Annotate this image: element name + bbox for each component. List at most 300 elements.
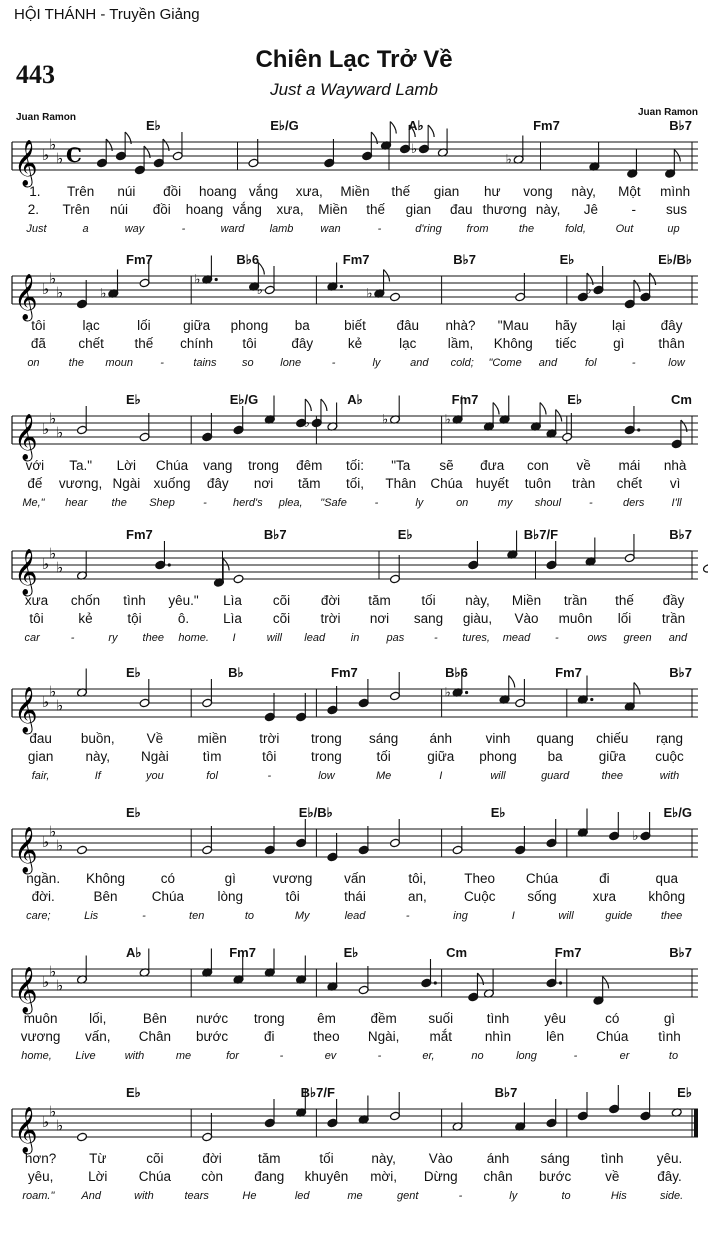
chord-symbol: Fm7 (229, 945, 256, 960)
lyric-syllable: hơn? (24, 1151, 57, 1166)
chord-symbol: B♭6 (445, 665, 468, 680)
treble-clef-icon: 𝄞 (14, 687, 38, 733)
lyric-syllable: còn (201, 1169, 223, 1184)
lyric-syllable: tôi (285, 889, 300, 904)
lyric-syllable: low (318, 770, 335, 782)
lyric-syllable: and (538, 357, 558, 369)
lyric-syllable: Lis (84, 910, 99, 922)
lyric-syllable: cõi (272, 593, 291, 608)
lyric-syllable: to (244, 910, 255, 922)
lyric-syllable: rạng (655, 731, 683, 746)
lyric-syllable: ows (587, 632, 607, 644)
lyric-syllable: - (377, 223, 382, 235)
lyric-syllable: fol (585, 357, 597, 369)
lyric-syllable: thee (601, 770, 624, 782)
lyric-syllable: xưa, (276, 202, 304, 217)
lyric-syllable: chân (483, 1169, 513, 1184)
key-flat-icon: ♭ (49, 269, 57, 288)
key-flat-icon: ♭ (42, 973, 50, 991)
lyric-syllable: thee (660, 910, 683, 922)
lyric-syllable: giữa (598, 749, 626, 764)
lyric-syllable: hoang (185, 202, 224, 217)
lyric-syllable: lầm, (447, 336, 474, 351)
lyric-syllable: Just (26, 223, 47, 235)
lyric-syllable: Trên (66, 184, 95, 199)
lyric-syllable: - (377, 1050, 382, 1062)
lyric-syllable: đồi (152, 202, 171, 217)
key-flat-icon: ♭ (42, 555, 50, 573)
book-section-header: HỘI THÁNH - Truyền Giảng (14, 6, 200, 23)
lyric-syllable: Không (86, 871, 126, 886)
lyric-syllable: thee (142, 632, 164, 644)
lyric-syllable: cõi (272, 611, 291, 626)
verse1-lyric-line (12, 184, 698, 199)
note (468, 541, 479, 570)
lyric-syllable: "Safe (320, 497, 347, 509)
lyric-syllable: sang (413, 611, 444, 626)
svg-text:♭: ♭ (382, 411, 389, 427)
lyric-syllable: xuống (153, 476, 191, 491)
lyric-syllable: đau (449, 202, 473, 217)
lyric-syllable: đầy (662, 593, 685, 608)
lyric-syllable: tình (123, 593, 146, 608)
lyric-syllable: My (294, 910, 310, 922)
lyric-syllable: fold, (565, 223, 586, 235)
lyric-syllable: xưa, (295, 184, 323, 199)
lyric-syllable: muôn (558, 611, 593, 626)
lyric-syllable: theo (313, 1029, 340, 1044)
treble-clef-icon: 𝄞 (14, 274, 38, 320)
key-flat-icon: ♭ (56, 976, 64, 995)
lyric-syllable: đềm (370, 1011, 397, 1026)
svg-text:♭: ♭ (505, 151, 512, 167)
lyric-syllable: Me (375, 770, 392, 782)
english-lyric-line (12, 910, 698, 922)
note (248, 139, 259, 168)
lyric-syllable: will (490, 770, 506, 782)
lyric-syllable: no (471, 1050, 484, 1062)
key-flat-icon: ♭ (49, 135, 57, 154)
lyric-syllable: trong (311, 731, 342, 746)
note (358, 966, 369, 995)
lyric-syllable: trời (320, 611, 341, 626)
lyric-syllable: thương (482, 202, 527, 217)
lyric-syllable: - (279, 1050, 284, 1062)
lyric-syllable: car (24, 632, 40, 644)
lyric-syllable: home. (178, 632, 209, 644)
verse1-lyric-line (12, 318, 698, 333)
lyric-syllable: thái (344, 889, 366, 904)
note (264, 693, 275, 722)
lyric-syllable: có (160, 871, 176, 886)
note (390, 819, 401, 848)
lyric-syllable: so (242, 357, 254, 369)
verse1-lyric-line (12, 458, 698, 473)
note (546, 541, 557, 570)
lyric-syllable: vong (523, 184, 553, 199)
lyric-syllable: sẽ (439, 458, 454, 473)
hymn-number: 443 (16, 60, 55, 89)
lyric-syllable: nhà (663, 458, 687, 473)
music-system (12, 665, 698, 793)
lyric-syllable: lạc (82, 318, 100, 333)
note (366, 270, 389, 301)
note (506, 136, 524, 167)
lyric-syllable: lối, (89, 1011, 107, 1026)
lyric-syllable: cõi (146, 1151, 164, 1166)
chord-symbol: E♭ (126, 805, 141, 820)
note (546, 959, 562, 988)
lyric-syllable: cold; (450, 357, 474, 369)
lyric-syllable: Ngài (141, 749, 169, 764)
lyric-syllable: care; (26, 910, 51, 922)
lyric-syllable: from (466, 223, 489, 235)
lyric-syllable: - (631, 202, 636, 217)
chord-symbol: A♭ (126, 945, 142, 960)
key-flat-icon: ♭ (56, 149, 64, 168)
lyric-syllable: thế (391, 184, 411, 199)
lyric-syllable: tình (486, 1011, 510, 1026)
note (100, 270, 118, 301)
lyric-syllable: vắng (232, 202, 262, 217)
key-flat-icon: ♭ (56, 696, 64, 715)
lyric-syllable: low (668, 357, 685, 369)
lyric-syllable: tures, (462, 632, 490, 644)
treble-clef-icon: 𝄞 (14, 414, 38, 460)
lyric-syllable: tăm (368, 593, 391, 608)
chord-symbol: Fm7 (555, 665, 582, 680)
lyric-syllable: mead (502, 632, 531, 644)
lyric-syllable: with (124, 1050, 145, 1062)
chord-row (126, 252, 692, 268)
lyric-syllable: phong (230, 318, 269, 333)
lyric-syllable: đi (264, 1029, 275, 1044)
lyric-syllable: way (124, 223, 145, 235)
english-lyric-line (12, 1190, 698, 1202)
key-flat-icon: ♭ (42, 693, 50, 711)
lyric-syllable: yêu. (656, 1151, 683, 1166)
lyric-syllable: Chúa (151, 889, 185, 904)
lyric-syllable: Cuộc (463, 889, 496, 904)
lyric-syllable: er (619, 1050, 630, 1062)
note (77, 280, 88, 309)
lyric-syllable: shoul (534, 497, 562, 509)
lyric-syllable: chết (616, 476, 643, 491)
note (213, 559, 229, 588)
lyric-syllable: biết (344, 318, 366, 333)
lyric-syllable: này, (571, 184, 596, 199)
lyric-syllable: guide (605, 910, 633, 922)
lyric-syllable: bước (539, 1169, 572, 1184)
note (327, 1099, 338, 1128)
lyric-syllable: He (242, 1190, 257, 1202)
lyric-syllable: ô. (177, 611, 190, 626)
lyric-syllable: thân (658, 336, 685, 351)
chord-symbol: Fm7 (331, 665, 358, 680)
note (703, 545, 708, 574)
lyric-syllable: Miền (340, 184, 370, 199)
lyric-syllable: vinh (485, 731, 511, 746)
lyric-syllable: bước (196, 1029, 229, 1044)
lyric-syllable: Jê (583, 202, 599, 217)
lyric-syllable: lone (280, 357, 302, 369)
lyric-syllable: with (659, 770, 680, 782)
lyric-syllable: on (27, 357, 40, 369)
lyric-syllable: hoang (199, 184, 237, 199)
chord-symbol: B♭6 (236, 252, 260, 267)
chord-symbol: Fm7 (342, 252, 370, 267)
chord-symbol: A♭ (408, 118, 424, 133)
chord-symbol: B♭ (228, 665, 244, 680)
lyric-syllable: lên (546, 1029, 565, 1044)
chord-symbol: B♭7/F (523, 527, 559, 542)
lyric-syllable: - (203, 497, 207, 509)
note (77, 956, 88, 985)
chord-symbol: E♭/B♭ (658, 252, 692, 267)
chord-symbol: Cm (671, 392, 692, 407)
svg-text:♭: ♭ (303, 415, 310, 430)
lyric-syllable: chốn (70, 593, 101, 608)
lyric-syllable: đêm (296, 458, 323, 473)
music-system (12, 252, 698, 380)
svg-text:♭: ♭ (632, 828, 639, 843)
music-system (12, 392, 698, 520)
lyric-syllable: núi (117, 184, 136, 199)
lyric-syllable: ing (453, 910, 468, 922)
lyric-syllable: đang (254, 1169, 285, 1184)
lyric-syllable: trong (253, 1011, 285, 1026)
key-flat-icon: ♭ (56, 1116, 64, 1135)
lyric-syllable: a (82, 223, 89, 235)
lyric-syllable: tối (319, 1151, 334, 1166)
lyric-syllable: tối, (346, 476, 365, 491)
lyric-syllable: vấn (344, 871, 366, 886)
note (624, 683, 640, 712)
key-flat-icon: ♭ (56, 283, 64, 302)
lyric-syllable: Me," (22, 497, 45, 509)
lyric-syllable: thế (366, 202, 386, 217)
lyric-syllable: with (134, 1190, 154, 1202)
lyric-syllable: Trên (62, 202, 90, 217)
treble-clef-icon: 𝄞 (14, 967, 38, 1013)
lyric-syllable: sống (527, 889, 557, 904)
lyric-syllable: gì (663, 1011, 676, 1026)
lyricist-credit: Juan Ramon (16, 112, 77, 123)
lyric-syllable: me (347, 1190, 363, 1202)
lyric-syllable: trong (248, 458, 279, 473)
lyric-syllable: Chúa (430, 476, 463, 491)
lyric-syllable: mời, (370, 1169, 398, 1184)
chord-row (126, 945, 692, 961)
lyric-syllable: hear (65, 497, 88, 509)
lyric-syllable: giữa (427, 749, 455, 764)
note (77, 552, 88, 581)
lyric-syllable: êm (317, 1011, 336, 1026)
note (77, 406, 88, 435)
lyric-syllable: And (81, 1190, 101, 1202)
lyric-syllable: Lời (116, 458, 137, 473)
verse2-lyric-line (12, 1029, 698, 1044)
lyric-syllable: Thân (385, 476, 417, 491)
lyric-syllable: moun (105, 357, 133, 369)
chord-symbol: Fm7 (126, 527, 153, 542)
lyric-syllable: vì (669, 476, 681, 491)
lyric-syllable: vương, (58, 476, 103, 491)
lyric-syllable: vương (20, 1029, 61, 1044)
lyric-syllable: will (558, 910, 574, 922)
lyric-syllable: - (142, 910, 146, 922)
lyric-syllable: - (267, 770, 272, 782)
treble-clef-icon: 𝄞 (14, 1107, 38, 1153)
music-system (12, 118, 698, 246)
lyric-syllable: đi (599, 871, 610, 886)
lyric-syllable: về (576, 458, 591, 473)
lyric-syllable: on (456, 497, 469, 509)
lyric-syllable: Theo (464, 871, 496, 886)
lyric-syllable: sáng (540, 1151, 570, 1166)
lyric-syllable: nước (196, 1011, 229, 1026)
note (452, 826, 463, 855)
lyric-syllable: gì (613, 336, 625, 351)
lyric-syllable: pas (386, 632, 405, 644)
lyric-syllable: gian (433, 184, 460, 199)
key-flat-icon: ♭ (42, 420, 50, 438)
verse2-lyric-line (12, 336, 698, 351)
lyric-syllable: gian (27, 749, 54, 764)
chord-symbol: E♭ (126, 665, 141, 680)
lyric-syllable: buồn, (80, 731, 115, 746)
lyric-syllable: hư (483, 184, 501, 199)
verse2-lyric-line (12, 1169, 698, 1184)
lyric-syllable: đây (206, 476, 229, 491)
note (202, 826, 213, 855)
lyric-syllable: ba (547, 749, 563, 764)
final-barline (694, 1109, 698, 1137)
lyric-syllable: xưa (24, 593, 49, 608)
english-lyric-line (12, 497, 698, 509)
verse1-lyric-line (12, 593, 698, 608)
chord-row (126, 527, 692, 543)
lyric-syllable: the (518, 223, 535, 235)
lyric-syllable: Bên (93, 889, 118, 904)
chord-symbol: B♭7 (669, 527, 692, 542)
lyric-syllable: If (94, 770, 101, 782)
lyric-syllable: không (648, 889, 686, 904)
lyric-syllable: sáng (368, 731, 399, 746)
composer-credit: Juan Ramon (637, 107, 698, 118)
chord-symbol: B♭7 (669, 118, 692, 133)
lyric-syllable: chiếu (596, 731, 629, 746)
lyric-syllable: Ngài, (367, 1029, 400, 1044)
lyric-syllable: đời (202, 1151, 222, 1166)
english-lyric-line (12, 357, 698, 369)
lyric-syllable: - (374, 497, 379, 509)
lyric-syllable: gian (405, 202, 432, 217)
lyric-syllable: - (631, 357, 636, 369)
lyric-syllable: Về (146, 731, 164, 746)
chord-symbol: A♭ (347, 392, 363, 407)
music-system (12, 527, 698, 655)
music-system (12, 1085, 698, 1213)
lyric-syllable: qua (655, 871, 679, 886)
lyric-syllable: ten (189, 910, 205, 922)
note (202, 1113, 213, 1142)
lyric-syllable: tối (421, 593, 436, 608)
lyric-syllable: chết (78, 336, 104, 351)
lyric-syllable: will (266, 632, 282, 644)
lyric-syllable: Vào (514, 611, 539, 626)
lyric-syllable: in (350, 632, 360, 644)
lyric-syllable: thế (134, 336, 154, 351)
key-flat-icon: ♭ (42, 1113, 50, 1131)
verse1-lyric-line (12, 731, 698, 746)
lyric-syllable: Vào (428, 1151, 453, 1166)
english-lyric-line (12, 770, 698, 782)
note (77, 845, 88, 855)
lyric-syllable: tình (658, 1029, 681, 1044)
lyric-syllable: led (294, 1190, 310, 1202)
lyric-syllable: tăm (258, 1151, 281, 1166)
lyric-syllable: trần (563, 593, 588, 608)
chord-symbol: E♭ (126, 1085, 141, 1100)
note (515, 1103, 526, 1132)
time-signature-icon: C (66, 143, 82, 167)
lyric-syllable: fol (206, 770, 218, 782)
lyric-syllable: Lời (88, 1169, 108, 1184)
lyric-syllable: huyết (475, 476, 509, 491)
key-flat-icon: ♭ (56, 558, 64, 577)
lyric-syllable: the (111, 497, 127, 509)
lyric-syllable: er, (422, 1050, 435, 1062)
lyric-syllable: for (226, 1050, 239, 1062)
lyric-syllable: thế (615, 593, 634, 608)
note (421, 959, 437, 988)
lyric-syllable: ders (622, 497, 645, 509)
lyric-syllable: Chúa (525, 871, 559, 886)
lyric-syllable: tràn (572, 476, 596, 491)
lyric-syllable: Chân (138, 1029, 172, 1044)
lyric-syllable: Out (615, 223, 634, 235)
lyric-syllable: - (555, 632, 559, 644)
lyric-syllable: side. (659, 1190, 684, 1202)
lyric-syllable: vương (272, 871, 313, 886)
lyric-syllable: I (232, 632, 236, 644)
svg-text:♭: ♭ (444, 684, 451, 700)
lyric-syllable: yêu, (27, 1169, 54, 1184)
note (515, 273, 526, 302)
lyric-syllable: nhà? (445, 318, 476, 333)
lyric-syllable: Lìa (223, 611, 242, 626)
lyric-syllable: - (181, 223, 186, 235)
lyric-syllable: roam." (22, 1190, 55, 1202)
chord-symbol: B♭7 (494, 1085, 518, 1100)
note (202, 679, 213, 708)
note (665, 150, 681, 179)
music-system (12, 805, 698, 933)
lyric-syllable: quang (536, 731, 574, 746)
lyric-syllable: Ngài (112, 476, 141, 491)
hymn-subtitle: Just a Wayward Lamb (270, 80, 438, 99)
lyric-syllable: my (497, 497, 513, 509)
lyric-syllable: an, (407, 889, 427, 904)
treble-clef-icon: 𝄞 (14, 827, 38, 873)
note (585, 266, 603, 297)
lyric-syllable: ev (324, 1050, 337, 1062)
lyric-syllable: đây. (657, 1169, 682, 1184)
lyric-syllable: and (410, 357, 429, 369)
chord-symbol: E♭ (567, 392, 583, 407)
lyric-syllable: tối: (346, 458, 365, 473)
